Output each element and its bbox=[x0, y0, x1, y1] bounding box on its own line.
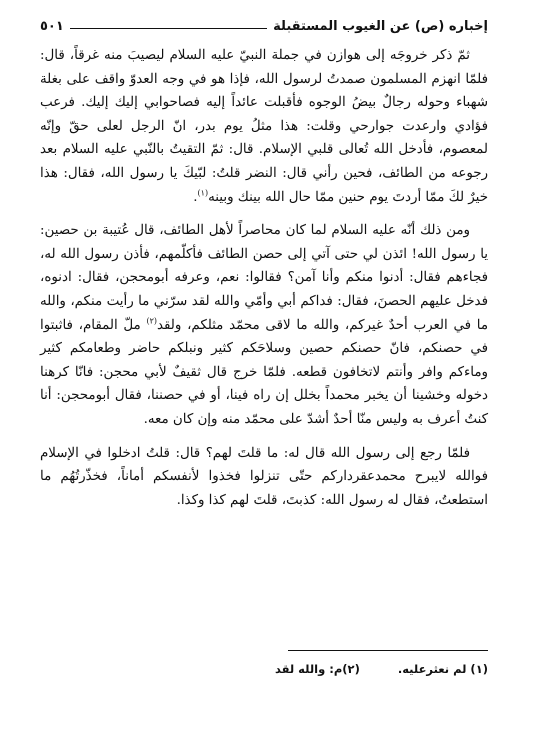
header-title: إخباره (ص) عن الغيوب المستقبلة bbox=[273, 19, 488, 34]
footnote-1: (١) لم نعثرعليه. bbox=[397, 662, 488, 676]
paragraph-1: ثمّ ذكر خروجَه إلى هوازن في جملة النبيّ عليه السلام ليصيبَ منه غرقاً، قال: فلمّا انهزم المسلمون صمدتُ لرسول الله، فإذا هو في وجه العدوّ واقف على بغلة شهباء وحوله رجالٌ بيضُ الوجوه فأقبلت عائداً إليه فصاحوابي إليك إليك. فرعب فؤادي وارعدت جوارحي وقلت: هذا مثلُ يوم بدر، انّ الرجل لعلى حقّ وإنّه لمعصوم، فأدخل الله تُعالى قلبي الإسلام. قال: ثمّ التقيتُ بالنّبي عليه السلام بعد رجوعه من الطائف، فحين رأني قال: النضر قلتُ: لبّيكَ يا رسول الله، فقال: هذا خيرٌ لكَ ممّا أردتَ يوم حنين ممّا حال الله بينك وبينه$^{(١)}$. bbox=[40, 48, 488, 205]
paragraph-2-text-b: ملّ المقام، فاثبتوا في حصنكم، فانّ حصنكم حصين وسلاحَكم كثير ونبلكم حاضر وطعامكم كثير وماءكم وافر وأنتم لاتخافون قطعه. فلمّا خرج قال ثقيفٌ لأبي محجن: فانّا كرهنا دخوله وخشينا أن يخبر محمداً بخلل إن راه فينا، أو في حصننا، فقال أبومحجن: أنا كنتُ أعرف به وليس منّا أحدٌ أشدّ على محمّد منه وإن كان معه. bbox=[40, 317, 488, 427]
main-text bbox=[40, 44, 488, 512]
footnote-2: (٢)م: والله لقد bbox=[274, 662, 360, 676]
paragraph-3-text: فلمّا رجع إلى رسول الله قال له: ما قلتَ لهم؟ قال: قلتُ ادخلوا في الإسلام فوالله لايبرح محمدعقرداركم حتّى تنزلوا فخذوا لأنفسكم أماناً، فخذّرتُهُم ما استطعتُ، فقال له رسول الله: كذبتَ، قلتَ لهم كذا وكذا. bbox=[40, 445, 488, 508]
paragraph-2-text-a: ومن ذلك أنّه عليه السلام لما كان محاصراً لأهل الطائف، قال عُتيبة بن حصين: يا رسول الله! ائذن لي حتى آتي إلى حصن الطائف فأكلّمهم، فأذن رسول الله له، فجاءهم فقال: أدنوا منكم وأنا آمن؟ فقالوا: نعم، وعرفه أبومحجن، فقال: ادنوه، فدخل عليهم الحصنَ، فقال: فداكم أبي وأمّي والله لقد سرّني ما رأيت منكم، والله ما في العرب أحدٌ غيركم، والله ما لاقى محمّد مثلكم، ولقد bbox=[40, 223, 488, 333]
paragraph-1-text: ثمّ ذكر خروجَه إلى هوازن في جملة النبيّ عليه السلام ليصيبَ منه غرقاً، قال: فلمّا انهزم المسلمون صمدتُ لرسول الله، فإذا هو في وجه العدوّ واقف على بغلة شهباء وحوله رجالٌ بيضُ الوجوه فأقبلت عائداً إليه فصاحوابي إليك إليك. فرعب فؤادي وارعدت جوارحي وقلت: هذا مثلُ يوم بدر، انّ الرجل لعلى حقّ وإنّه لمعصوم، فأدخل الله تُعالى قلبي الإسلام. قال: ثمّ التقيتُ بالنّبي عليه السلام بعد رجوعه من الطائف، فحين رأني قال: النضر قلتُ: لبّيكَ يا رسول الله، فقال: هذا خيرٌ لكَ ممّا أردتَ يوم حنين ممّا حال الله بينك وبينه bbox=[40, 48, 488, 205]
footnote-ref-1: (١) bbox=[197, 188, 209, 198]
header-rule bbox=[70, 28, 267, 29]
paragraph-2 bbox=[40, 219, 488, 431]
paragraph-3 bbox=[40, 442, 488, 513]
running-header bbox=[40, 8, 488, 34]
footnote-ref-2: (٢) bbox=[146, 316, 157, 326]
page-number: ٥٠١ bbox=[40, 19, 64, 34]
footnotes bbox=[40, 662, 488, 676]
footnote-rule bbox=[288, 650, 488, 651]
